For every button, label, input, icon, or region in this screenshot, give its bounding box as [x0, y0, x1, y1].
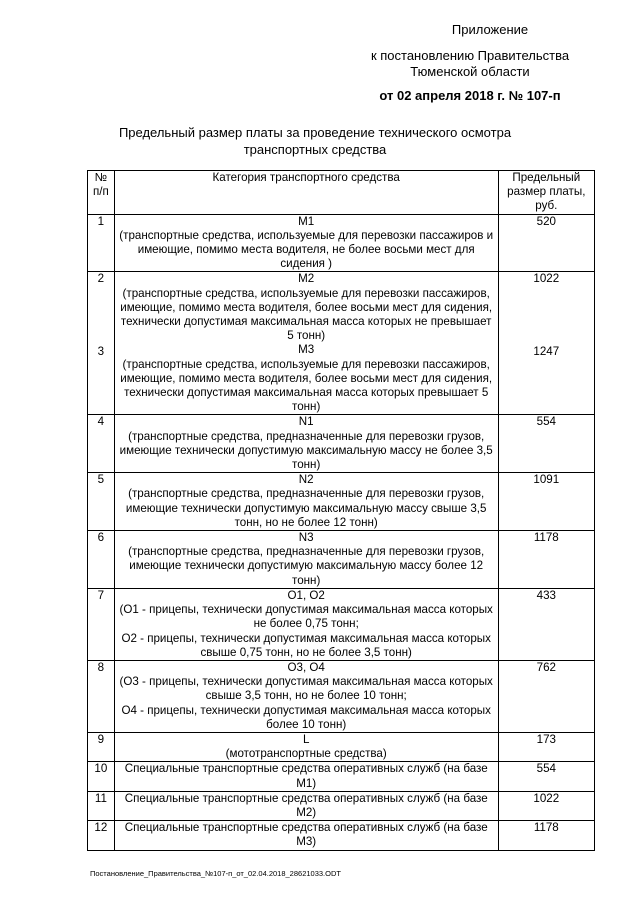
document-header [340, 22, 600, 104]
row-price: 433 [498, 588, 594, 660]
category-desc: (транспортные средства, используемые для перевозки пассажиров и имеющие, помимо места водителя, не более восьми мест для сидения ) [119, 228, 494, 271]
category-desc: Специальные транспортные средства оперативных служб (на базе M1) [124, 762, 488, 790]
category-desc: (транспортные средства, используемые для перевозки пассажиров, имеющие, помимо места водителя, более восьми мест для сидения, технически допустимая максимальная масса которых не превышает 5 тонн) [120, 286, 493, 343]
category-code: M2 [298, 272, 315, 286]
document-title [90, 124, 540, 158]
category-desc: (мототранспортные средства) [225, 747, 387, 761]
category-code: O3, O4 [287, 660, 325, 674]
table-row [88, 732, 595, 761]
table-row [88, 473, 595, 531]
table-header-row [88, 171, 595, 215]
category-code: N1 [298, 415, 314, 429]
row-category [114, 791, 498, 820]
row-price: 1022 1247 [498, 272, 594, 415]
row-num: 1 [88, 214, 115, 272]
row-price: 1022 [498, 791, 594, 820]
row-price: 554 [498, 415, 594, 473]
category-code: O1, O2 [287, 588, 325, 602]
row-num: 5 [88, 473, 115, 531]
table-row [88, 588, 595, 660]
row-num: 10 [88, 762, 115, 791]
row-price: 1178 [498, 821, 594, 850]
row-category [114, 732, 498, 761]
category-code: N3 [298, 531, 314, 545]
row-num: 4 [88, 415, 115, 473]
category-desc: O4 - прицепы, технически допустимая максимальная масса которых более 10 тонн) [121, 703, 491, 731]
table-row [88, 272, 595, 415]
table-row [88, 531, 595, 589]
row-num: 8 [88, 660, 115, 732]
category-code: L [302, 732, 310, 746]
table-row [88, 791, 595, 820]
resolution-line: к постановлению Правительства [370, 48, 570, 63]
table-row [88, 762, 595, 791]
category-code: M1 [298, 214, 315, 228]
row-category [114, 821, 498, 850]
header-price: Предельный размер платы, руб. [498, 171, 594, 215]
row-category [114, 531, 498, 589]
category-desc: (транспортные средства, предназначенные для перевозки грузов, имеющие технически допустимую максимальную массу более 12 тонн) [128, 545, 485, 587]
appendix-label: Приложение [451, 22, 529, 37]
table-row [88, 821, 595, 850]
row-price: 1178 [498, 531, 594, 589]
category-code: N2 [298, 473, 314, 487]
row-category [114, 473, 498, 531]
resolution-date: от 02 апреля 2018 г. № 107-п [379, 88, 561, 103]
category-desc: Специальные транспортные средства оперативных служб (на базе M3) [124, 821, 488, 849]
row-category [114, 588, 498, 660]
header-category: Категория транспортного средства [114, 171, 498, 215]
row-num: 12 [88, 821, 115, 850]
row-price: 762 [498, 660, 594, 732]
row-price: 554 [498, 762, 594, 791]
row-category [114, 415, 498, 473]
title-line-1: Предельный размер платы за проведение технического осмотра [118, 125, 512, 140]
category-desc: (транспортные средства, предназначенные для перевозки грузов, имеющие технически допустимую максимальную массу свыше 3,5 тонн, но не более 12 тонн) [125, 487, 487, 529]
row-price: 173 [498, 732, 594, 761]
header-num: № п/п [88, 171, 115, 215]
row-num: 2 3 [88, 272, 115, 415]
category-desc: (транспортные средства, используемые для перевозки пассажиров, имеющие, помимо места водителя, более восьми мест для сидения, технически допустимая максимальная масса которых превышает 5 тонн) [120, 357, 493, 414]
fee-table [87, 170, 595, 851]
category-code: M3 [298, 343, 315, 357]
category-desc: O2 - прицепы, технически допустимая максимальная масса которых свыше 0,75 тонн, но не более 3,5 тонн) [121, 631, 491, 659]
row-num: 7 [88, 588, 115, 660]
category-desc: (O1 - прицепы, технически допустимая максимальная масса которых не более 0,75 тонн; [119, 603, 493, 631]
row-category [114, 762, 498, 791]
document-footer-filename: Постановление_Правительства_№107-п_от_02.04.2018_28621033.ODT [90, 869, 341, 878]
table-row [88, 660, 595, 732]
row-num: 11 [88, 791, 115, 820]
title-line-2: транспортных средства [243, 142, 387, 157]
category-desc: Специальные транспортные средства оперативных служб (на базе M2) [124, 791, 488, 819]
row-num: 6 [88, 531, 115, 589]
region-line: Тюменской области [410, 64, 530, 79]
row-category [114, 214, 498, 272]
row-category [114, 660, 498, 732]
category-desc: (O3 - прицепы, технически допустимая максимальная масса которых свыше 3,5 тонн, но не более 10 тонн; [119, 675, 493, 703]
table-row [88, 415, 595, 473]
row-price: 1091 [498, 473, 594, 531]
row-category [114, 272, 498, 415]
row-num: 9 [88, 732, 115, 761]
category-desc: (транспортные средства, предназначенные для перевозки грузов, имеющие технически допустимую максимальную массу не более 3,5 тонн) [119, 429, 493, 472]
table-row [88, 214, 595, 272]
row-price: 520 [498, 214, 594, 272]
